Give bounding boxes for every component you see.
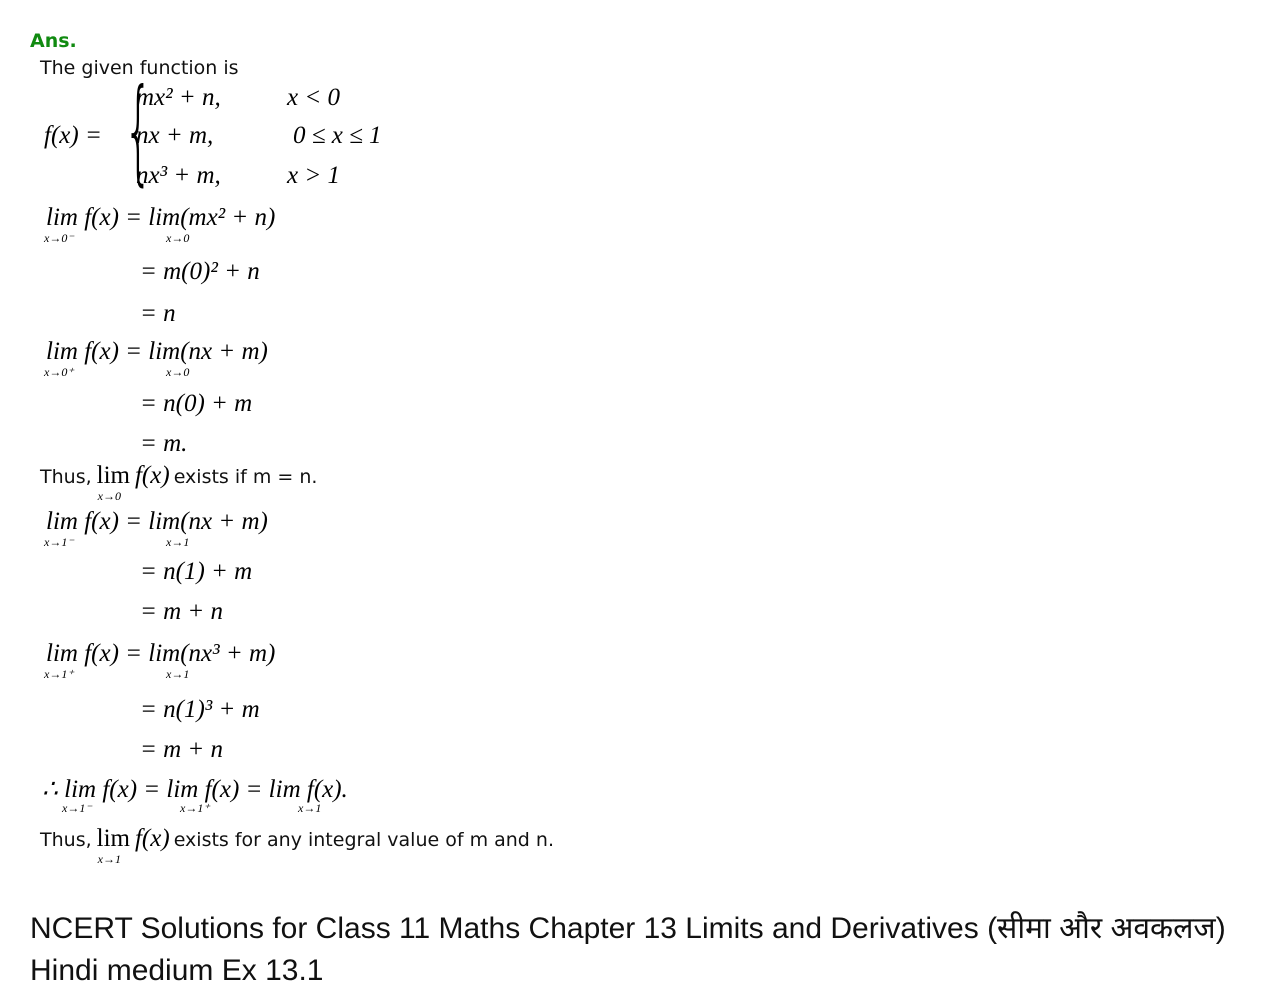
case-expr-2: nx + m,	[136, 122, 214, 149]
step-line-3: = n	[140, 300, 176, 327]
case-cond-2: 0 ≤ x ≤ 1	[293, 122, 382, 149]
step-line-11: = n(1)³ + m	[140, 696, 260, 723]
thus-lim-1: lim x→0	[96, 462, 130, 503]
limit-line-4: lim f(x) = lim(nx + m) x→0⁺ x→0	[44, 338, 268, 379]
limit-line-10: lim f(x) = lim(nx³ + m) x→1⁺ x→1	[44, 640, 276, 681]
limit-line-1: lim f(x) = lim(mx² + n) x→0⁻ x→0	[44, 204, 276, 245]
step-line-6: = m.	[140, 430, 188, 457]
ans-label: Ans.	[30, 30, 77, 52]
function-lhs: f(x) =	[44, 122, 102, 149]
step-line-5: = n(0) + m	[140, 390, 253, 417]
thus-line-2: Thus, lim x→1 f(x) exists for any integral value of m and n.	[40, 825, 554, 866]
step-line-9: = m + n	[140, 598, 224, 625]
case-expr-1: mx² + n,	[136, 84, 221, 111]
case-cond-3: x > 1	[287, 162, 340, 189]
step-line-12: = m + n	[140, 736, 224, 763]
thus-lim-2: lim x→1	[96, 825, 130, 866]
step-line-2: = m(0)² + n	[140, 258, 260, 285]
intro-text: The given function is	[40, 57, 239, 79]
limit-line-7: lim f(x) = lim(nx + m) x→1⁻ x→1	[44, 508, 268, 549]
case-cond-1: x < 0	[287, 84, 340, 111]
case-expr-3: nx³ + m,	[136, 162, 221, 189]
thus-line-1: Thus, lim x→0 f(x) exists if m = n.	[40, 462, 318, 503]
left-brace: {	[123, 64, 153, 197]
therefore-line: ∴ lim f(x) = lim f(x) = lim f(x). x→1⁻ x→1⁺ x→1	[42, 776, 348, 815]
footer-title: NCERT Solutions for Class 11 Maths Chapter 13 Limits and Derivatives (सीमा और अवकलज) Hindi medium Ex 13.1	[30, 912, 1226, 987]
step-line-8: = n(1) + m	[140, 558, 253, 585]
